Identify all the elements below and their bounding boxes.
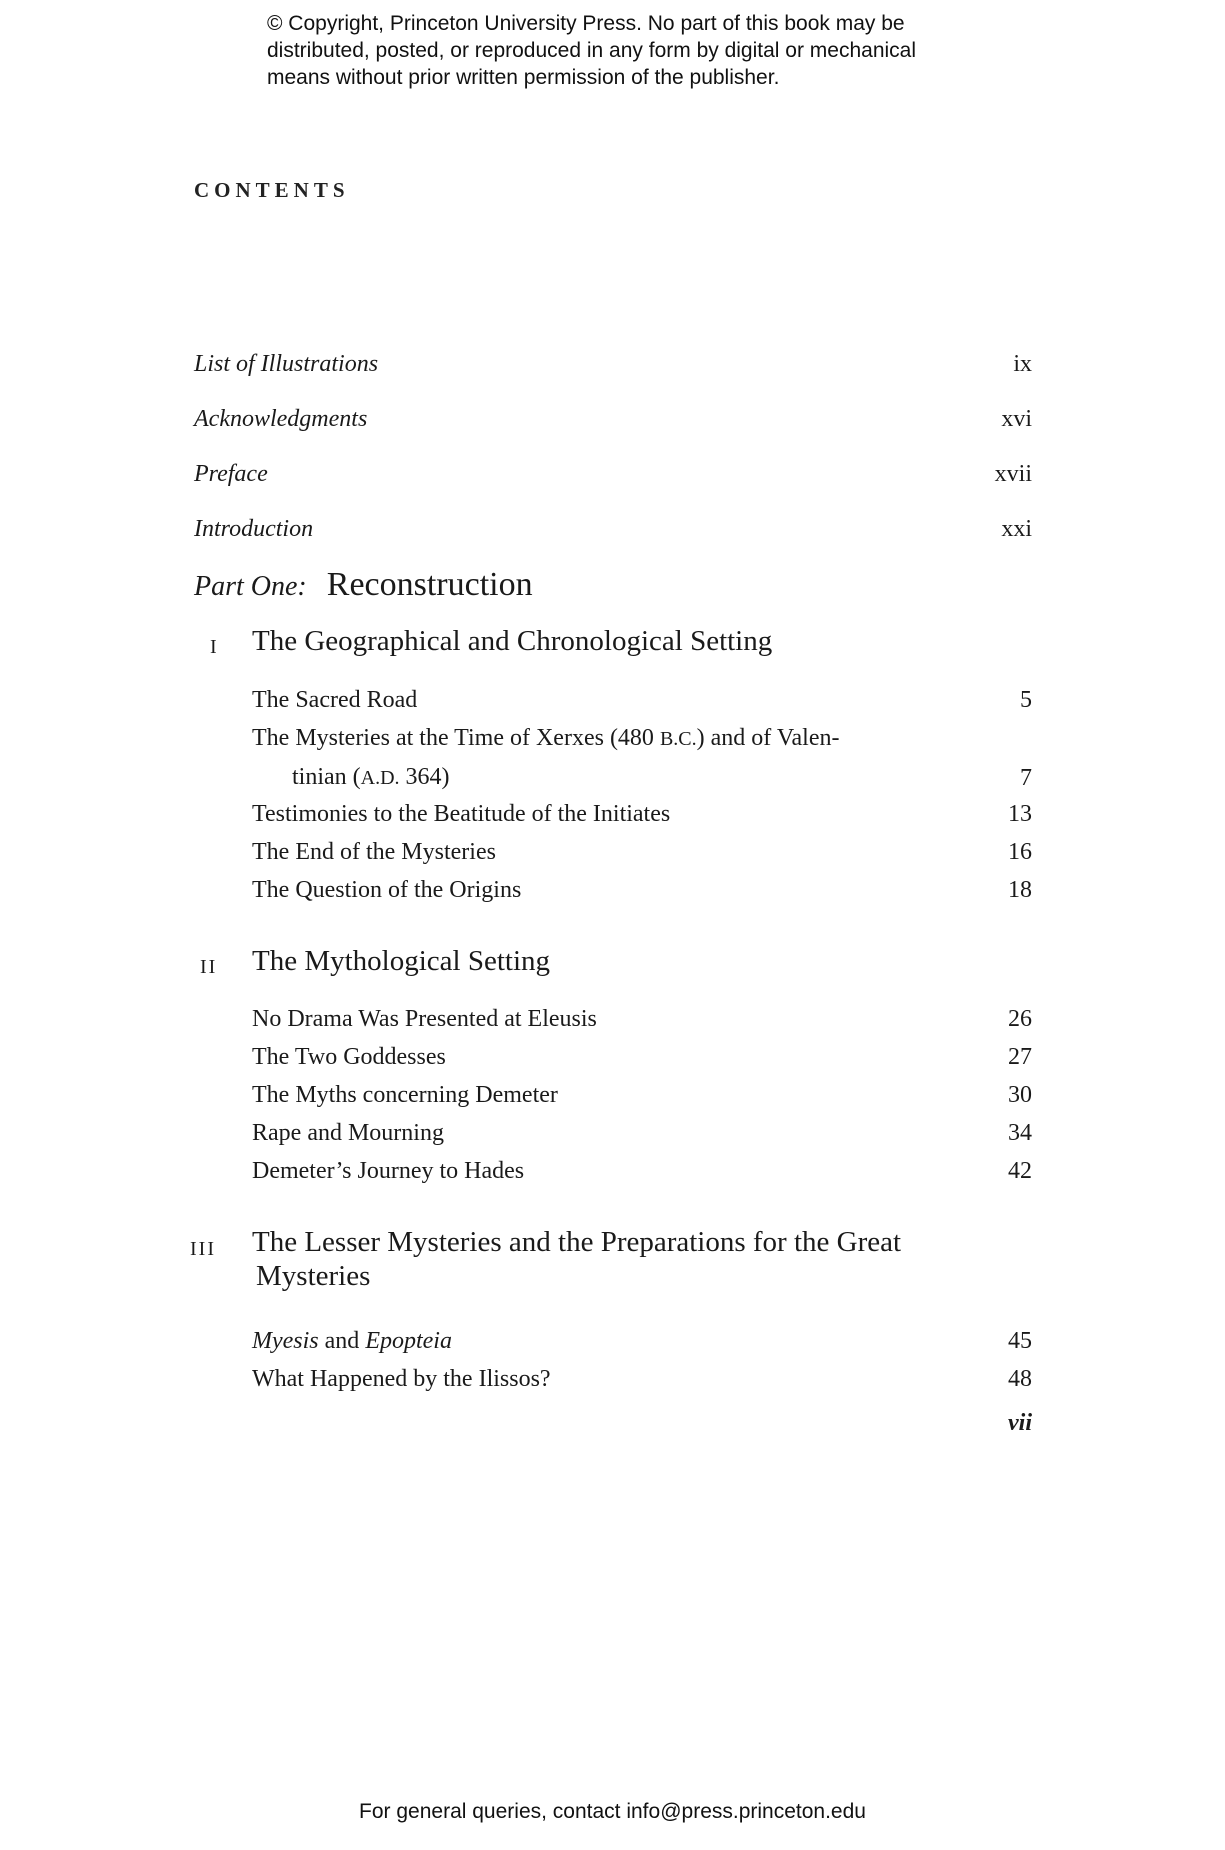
toc-entry[interactable] [252, 871, 1032, 909]
toc-entry-title: No Drama Was Presented at Eleusis [252, 1006, 597, 1032]
chapter-title-line: Mysteries [256, 1260, 371, 1292]
part-title: Reconstruction [326, 566, 533, 603]
toc-entry-title: Testimonies to the Beatitude of the Initiates [252, 801, 671, 827]
toc-entry-title: List of Illustrations [194, 351, 379, 377]
toc-entry-title: What Happened by the Ilissos? [252, 1366, 551, 1392]
toc-entry-title: Rape and Mourning [252, 1120, 444, 1146]
toc-entry-page: 45 [1008, 1328, 1032, 1354]
toc-entry-page: 34 [1008, 1120, 1032, 1146]
toc-entry-page: 13 [1008, 801, 1032, 827]
toc-entry-page: 30 [1008, 1082, 1032, 1108]
toc-entry-title: Demeter’s Journey to Hades [252, 1158, 525, 1184]
copyright-notice [267, 10, 987, 91]
toc-entry-list-of-illustrations[interactable] [194, 351, 1032, 385]
toc-entry[interactable] [252, 795, 1032, 833]
toc-entry[interactable] [252, 1360, 1032, 1398]
toc-entry-introduction[interactable] [194, 516, 1032, 550]
toc-entry-page: xxi [1001, 516, 1032, 542]
toc-entry[interactable] [252, 681, 1032, 719]
toc-entry-page: 16 [1008, 839, 1032, 865]
chapter-number: III [190, 1238, 216, 1260]
toc-entry[interactable] [252, 1114, 1032, 1152]
toc-entry-page: 26 [1008, 1006, 1032, 1032]
chapter-title[interactable] [252, 1225, 901, 1293]
copyright-line: © Copyright, Princeton University Press. No part of this book may be [267, 12, 905, 35]
toc-entry-title: Introduction [194, 516, 314, 542]
toc-entry-title: Acknowledgments [194, 406, 368, 432]
part-label: Part One: [194, 571, 307, 602]
toc-entry[interactable] [252, 1076, 1032, 1114]
toc-entry-page: xvi [1001, 406, 1032, 432]
toc-entry-title-line: tinian (A.D. 364) [292, 764, 450, 790]
toc-entry-page: 27 [1008, 1044, 1032, 1070]
chapter-number: II [200, 956, 218, 978]
toc-entry-title: The Question of the Origins [252, 877, 522, 903]
toc-entry-title: The End of the Mysteries [252, 839, 496, 865]
copyright-line: means without prior written permission of the publisher. [267, 66, 780, 89]
chapter-number: I [210, 636, 219, 658]
toc-entry[interactable] [252, 719, 1032, 797]
toc-entry[interactable] [252, 1038, 1032, 1076]
toc-entry[interactable] [252, 1000, 1032, 1038]
toc-entry-page: 5 [1020, 687, 1032, 713]
chapter-title[interactable]: The Mythological Setting [252, 945, 551, 977]
toc-entry-title: The Sacred Road [252, 687, 418, 713]
toc-entry-page: 7 [1020, 765, 1032, 791]
chapter-title[interactable]: The Geographical and Chronological Setting [252, 625, 773, 657]
toc-entry-page: 48 [1008, 1366, 1032, 1392]
toc-entry[interactable] [252, 1322, 1032, 1360]
toc-entry-title: Preface [194, 461, 268, 487]
toc-entry-title-line: The Mysteries at the Time of Xerxes (480 B.C.) and of Valen- [252, 725, 840, 751]
toc-entry-preface[interactable] [194, 461, 1032, 495]
toc-entry-title: Myesis and Epopteia [252, 1328, 452, 1354]
toc-entry-acknowledgments[interactable] [194, 406, 1032, 440]
part-heading [194, 566, 533, 604]
chapter-title-line: The Lesser Mysteries and the Preparations for the Great [252, 1226, 902, 1258]
page-folio: vii [1008, 1410, 1032, 1436]
toc-entry-title: The Myths concerning Demeter [252, 1082, 558, 1108]
toc-entry-page: 42 [1008, 1158, 1032, 1184]
contents-heading: CONTENTS [194, 178, 350, 202]
toc-entry[interactable] [252, 833, 1032, 871]
toc-entry-page: ix [1013, 351, 1032, 377]
toc-entry-page: xvii [994, 461, 1032, 487]
toc-entry-page: 18 [1008, 877, 1032, 903]
copyright-line: distributed, posted, or reproduced in any form by digital or mechanical [267, 39, 917, 62]
footer-contact: For general queries, contact info@press.princeton.edu [359, 1800, 866, 1823]
toc-entry-title: The Two Goddesses [252, 1044, 446, 1070]
toc-entry[interactable] [252, 1152, 1032, 1190]
